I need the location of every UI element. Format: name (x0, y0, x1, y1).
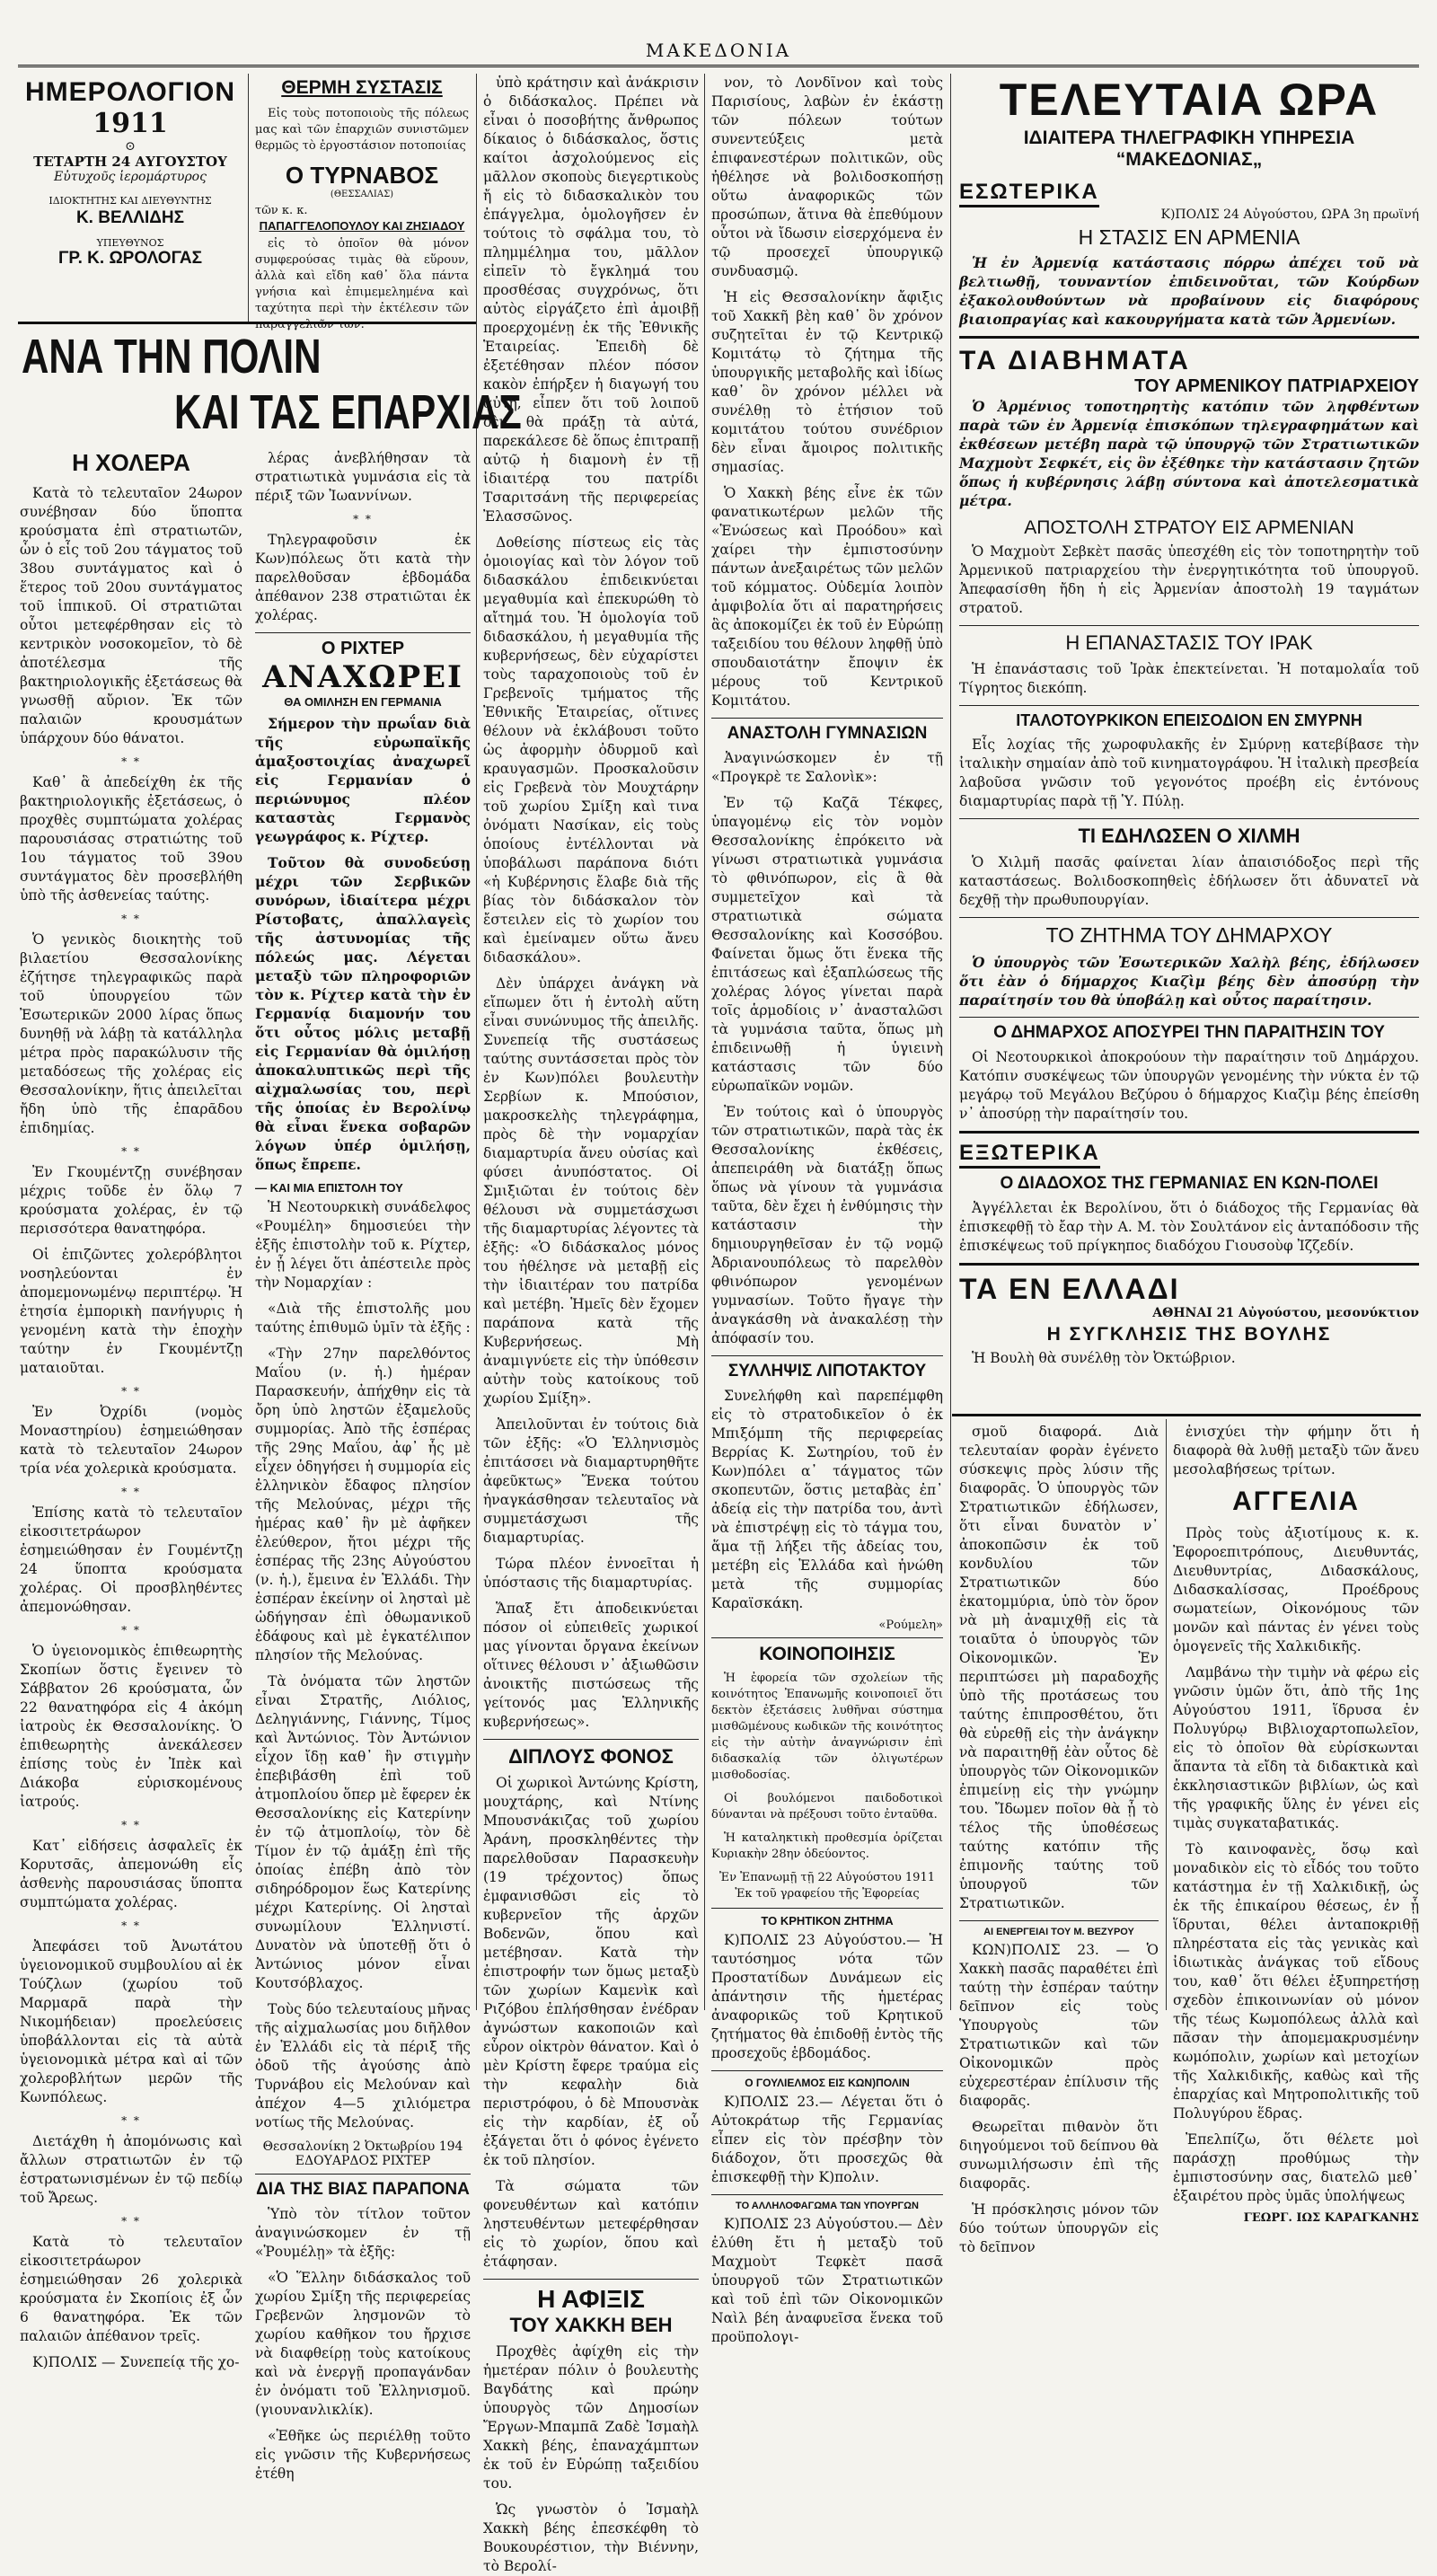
editor-name: ΓΡ. Κ. ΩΡΟΛΟΓΑΣ (57, 249, 203, 268)
masthead-rule (18, 65, 1419, 67)
paragraph: Ἡ ἐπανάστασις τοῦ Ἰρὰκ ἐπεκτείνεται. Ἡ ποταμολαΐα τοῦ Τίγρητος διεκόπη. (959, 661, 1419, 696)
paragraph: Δὲν ὑπάρχει ἀνάγκη νὰ εἴπωμεν ὅτι ἡ ἐντολὴ αὕτη εἶναι συνώνυμος τῆς ἀπειλῆς. Συνεπείᾳ τῆς συστάσεως ταύτης συντάσσεται πρὸς τὸν ἐν Κων)πόλει βουλευτὴν Σερβίων κ. Μπούσιον, μακροσκελὴς τηλεγράφημα, πρὸς δὲ τὴν νομαρχίαν διαμαρτυρία ἄνευ οὐσίας καὶ φύσει ἀνυπόστατος. Οἱ Σμιξιῶται ἐν τούτοις δὲν θέλουσι νὰ συμμετάσχωσι τῆς διαμαρτυρίας λέγοντες τὰ ἑξῆς: «Ὁ διδάσκαλος μόνος του ἠθέλησε νὰ μεταβῇ εἰς τὴν ἰδιαιτέραν του πατρίδα καὶ μετέβη. Ἡμεῖς δὲν ἔχομεν παράπονα κατὰ τῆς Κυβερνήσεως. Μὴ ἀναμιγνύετε εἰς τὴν ὑπόθεσιν αὐτὴν τοὺς κατοίκους τοῦ χωρίου Σμίξη». (483, 975, 699, 1407)
divider (248, 74, 249, 323)
school-heading: ΑΝΑΣΤΟΛΗ ΓΥΜΝΑΣΙΩΝ (727, 724, 928, 743)
greece-heading: ΤΑ ΕΝ ΕΛΛΑΔΙ (959, 1273, 1180, 1305)
telegraph-section (959, 74, 1419, 1417)
telegraph-title: ΤΕΛΕΥΤΑΙΑ ΩΡΑ (999, 75, 1380, 125)
cretan-heading: ΤΟ ΚΡΗΤΙΚΟΝ ΖΗΤΗΜΑ (761, 1914, 894, 1928)
paragraph: Τώρα πλέον ἐννοεῖται ἡ ὑπόστασις τῆς διαμαρτυρίας. (483, 1556, 699, 1591)
paragraph: Ὡς γνωστὸν ὁ Ἰσμαὴλ Χακκὴ βέης ἐπεσκέφθη τὸ Βουκουρέστιον, τὴν Βιέννην, τὸ Βερολί- (483, 2501, 699, 2574)
announce-signature: ΓΕΩΡΓ. ΙΩΣ ΚΑΡΑΓΚΑΝΗΣ (1243, 2211, 1419, 2225)
newspaper-name: ΜΑΚΕΔΟΝΙΑ (645, 40, 792, 61)
paragraph: Ὁ Ἀρμένιος τοποτηρητὴς κατόπιν τῶν ληφθέντων παρὰ τῶν ἐν Ἀρμενίᾳ ἐπισκόπων τηλεγραφημάτων καὶ ἐκθέσεων μετέβη παρὰ τῷ ὑπουργῷ τῶν Στρατιωτικῶν Μαχμοὺτ Σεφκέτ, εἰς ὃν ἐξέθηκε τὴν κατάστασιν ζητῶν ὅπως ἡ κυβέρνησις λάβῃ σύντονα καὶ ἀποτελεσματικὰ μέτρα. (959, 398, 1419, 509)
separator: * * (121, 2114, 141, 2127)
separator: * * (121, 1486, 141, 1498)
paragraph: Ὑπὸ τὸν τίτλον τοῦτον ἀναγινώσκομεν ἐν τῇ «Ῥουμέλῃ» τὰ ἑξῆς: (255, 2206, 471, 2260)
rule (711, 718, 943, 719)
paragraph: ΚΩΝ)ΠΟΛΙΣ 23. — Ὁ Χακκὴ πασᾶς παραθέτει ἐπὶ ταύτῃ τὴν ἑσπέραν ταύτην δεῖπνον εἰς τοὺς Ὑπουργοὺς τῶν Στρατιωτικῶν καὶ τῶν Οἰκονομικῶν πρὸς εὐχερεστέραν ἐπίλυσιν τῆς διαφορᾶς. (959, 1942, 1159, 2109)
ad-brand-sub: (ΘΕΣΣΑΛΙΑΣ) (330, 190, 394, 199)
rule (255, 632, 471, 633)
rule (483, 1739, 699, 1740)
column-2 (255, 449, 471, 2482)
telegraph-sub-2: “ΜΑΚΕΔΟΝΙΑΣ„ (1115, 149, 1263, 170)
arrest-heading: ΣΥΛΛΗΨΙΣ ΛΙΠΟΤΑΚΤΟΥ (727, 1362, 927, 1381)
rule (959, 1263, 1419, 1266)
rule (959, 625, 1419, 626)
notice-signature: Ἐκ τοῦ γραφείου τῆς Ἐφορείας (735, 1887, 920, 1901)
paragraph: Ἡ εἰς Θεσσαλονίκην ἄφιξις τοῦ Χακκῆ βὲη καθ᾽ ὃν χρόνον συζητεῖται ἐν τῷ Κεντρικῷ Κομιτάτῳ τὸ ζήτημα τῆς ὑπουργικῆς μεταβολῆς καὶ ἰδίως καθ᾽ ὃν χρόνον μέλλει νὰ συνέλθῃ τὸ ἐτήσιον τοῦ κομιτάτου τούτου συνέδριον δὲν εἶναι ἄμοιρος πολιτικῆς σημασίας. (711, 289, 943, 475)
paragraph: Ἐν Γκουμέντζῃ συνέβησαν μέχρις τοῦδε ἐν ὅλῳ 7 κρούσματα χολέρας, ἐν τῷ περισσότερα θανατηφόρα. (20, 1164, 242, 1237)
paragraph: Κ)ΠΟΛΙΣ — Συνεπείᾳ τῆς χο- (32, 2354, 240, 2370)
paragraph: Δοθείσης πίστεως εἰς τὰς ὁμοιογίας καὶ τὸν λόγον τοῦ διδασκάλου ἐπιδεικνύεται μεγαθυμία καὶ ἐπεκυρώθη τὸ αἴτημά του. Ἡ ὁμολογία τοῦ διδασκάλου, ἡ μεγαθυμία τῆς κυβερνήσεως, δὲν εὐχαρίστει τοὺς ταραχοποιοὺς τοῦ ἐν Γρεβενοῖς τμήματος τῆς Ἐθνικῆς Ἑταιρείας, οἵτινες θέλουν νὰ ἐκλάβουσι τοῦτο ὡς ἀφορμὴν ὀδυρμοῦ καὶ κραυγασμῶν. Προσκαλοῦσιν εἰς Γρεβενὰ τὸν Μουχτάρην τοῦ χωρίου Σμίξη καὶ τινα ὀνόματι Νασίκαν, εἰς τοὺς ὁποίους ἐντέλλονται νὰ ὑποβάλωσι παράπονα διότι «ἡ Κυβέρνησις ἔλαβε διὰ τῆς βίας τὸν διδάσκαλον τὸν ἔστειλεν εἰς τὸ χωρίον του καὶ ἐμείναμεν οὕτω ἄνευ διδασκάλου». (483, 534, 699, 966)
column-3 (483, 74, 699, 2574)
separator: * * (121, 1819, 141, 1831)
ad-box (255, 77, 469, 331)
calendar-saint: Εὐτυχοῦς ἱερομάρτυρος (54, 170, 207, 184)
paragraph: Εἷς λοχίας τῆς χωροφυλακῆς ἐν Σμύρνῃ κατεβίβασε τὴν ἰταλικὴν σημαίαν ἀπὸ τοῦ κινηματογράφου. Ἡ ἰταλικὴ πρεσβεία λαβοῦσα γνῶσιν τοῦ γεγονότος προέβη εἰς ἐντόνους διαμαρτυρίας παρὰ τῇ Ὑ. Πύλῃ. (959, 737, 1419, 809)
paragraph: Κατὰ τὸ τελευταῖον 24ωρον συνέβησαν δύο ὕποπτα κρούσματα ἐπὶ στρατιωτῶν, ὧν ὁ εἷς τοῦ 2ου τάγματος τοῦ 38ου συντάγματος καὶ ὁ ἕτερος τοῦ 20ου συντάγματος τοῦ ἱππικοῦ. Οἱ στρατιῶται οὗτοι μετεφέρθησαν εἰς τὸ κεντρικὸν νοσοκομεῖον, τὸ δὲ ἀποτέλεσμα τῆς βακτηριολογικῆς ἐξετάσεως θὰ γνωσθῇ αὔριον. Ἐκ τῶν παλαιῶν κρουσμάτων ὑπάρχουν δύο θάνατοι. (20, 485, 242, 746)
mayor2-heading: Ο ΔΗΜΑΡΧΟΣ ΑΠΟΣΥΡΕΙ ΤΗΝ ΠΑΡΑΙΤΗΣΙΝ ΤΟΥ (993, 1023, 1385, 1042)
paragraph: Ὁ Χακκὴ βέης εἶνε ἐκ τῶν φανατικωτέρων μελῶν τῆς «Ἑνώσεως καὶ Προόδου» καὶ χαίρει τὴν ἐμπιστοσύνην πάντων ἀνεξαιρέτως τῶν μελῶν τοῦ κόμματος. Οὐδεμία λοιπὸν ἀμφιβολία ὅτι αἱ παρατηρήσεις ἃς ἀποκομίζει ἐκ τοῦ ἐν Εὐρώπῃ ταξειδίου του θέλουν ληφθῇ ὑπὸ σπουδαιοτάτην ἔποψιν ἐκ μέρους τοῦ Κεντρικοῦ Κομιτάτου. (711, 485, 943, 709)
paragraph: Κ)ΠΟΛΙΣ 23 Αὐγούστου.— Δὲν ἐλύθη ἔτι ἡ μεταξὺ τοῦ Μαχμοὺτ Τεφκὲτ πασᾶ ὑπουργοῦ τῶν Στρατιωτικῶν καὶ τοῦ ἐπὶ τῶν Οἰκονομικῶν Ναὶλ βέη ἀναφυεῖσα ἕνεκα τοῦ προϋπολογι- (711, 2216, 943, 2345)
paragraph: Κ)ΠΟΛΙΣ 23.— Λέγεται ὅτι ὁ Αὐτοκράτωρ τῆς Γερμανίας εἶπεν εἰς τὸν πρέσβην τὸν διάδοχον, ὅτι προσεχῶς θὰ ἐπισκεφθῇ τὴν Κ)πολιν. (711, 2094, 943, 2185)
column-1 (20, 449, 242, 2370)
paragraph: Ἀπεφάσει τοῦ Ἀνωτάτου ὑγειονομικοῦ συμβουλίου αἱ ἐκ Τούζλων (χωρίου τοῦ Μαρμαρᾶ παρὰ τὴν Νικομήδειαν) προελεύσεις ὑποβάλλονται εἰς τὰ αὐτὰ ὑγειονομικὰ μέτρα καὶ αἱ τῶν χολεροβλήτων μερῶν τῆς Κωνπόλεως. (20, 1938, 242, 2105)
paragraph: Ἐπελπίζω, ὅτι θέλετε μοὶ παράσχῃ προθύμως τὴν ἐμπιστοσύνην σας, διατελῶ μεθ᾽ ἐξαιρέτου πρὸς ὑμᾶς ὑπολήψεως (1173, 2131, 1419, 2204)
paragraph: Ἀγγέλλεται ἐκ Βερολίνου, ὅτι ὁ διάδοχος τῆς Γερμανίας θὰ ἐπισκεφθῇ τὸ ἔαρ τὴν Α. Μ. τὸν Σουλτάνον εἰς ἀνταπόδοσιν τῆς ἐπισκέψεως τοῦ πρίγκηπος διαδόχου Γιουσοὺφ Ἰζζεδίν. (959, 1200, 1419, 1254)
calendar-date: ΤΕΤΑΡΤΗ 24 ΑΥΓΟΥΣΤΟΥ (33, 154, 227, 170)
separator: * * (121, 913, 141, 925)
paragraph: Κατ᾽ εἰδήσεις ἀσφαλεῖς ἐκ Κορυτσᾶς, ἀπεμονώθη εἷς ἀσθενὴς παρουσιάσας ὕποπτα συμπτώματα χολέρας. (20, 1838, 242, 1910)
paragraph: Τὸ καινοφανὲς, ὅσῳ καὶ μοναδικὸν εἰς τὸ εἶδός του τοῦτο κατάστημα ἐν τῇ Χαλκιδικῇ, ὡς ἐκ τῆς ἐπικαίρου θέσεως, ἐν ᾗ ἵδρυται, θέλει ἀνταποκριθῇ πληρέστατα εἰς τὰς γενικὰς καὶ ἰδιωτικὰς ἀνάγκας τοῦ εἴδους του, καθ᾽ ὅτι θέλει ἐξυπηρετήσῃ σχεδὸν ἐπικοινωνίαν οὐ μόνον τῆς τέως Κωμοπόλεως ἀλλὰ καὶ πᾶσαν τὴν ἀπομεμακρυσμένην κωμόπολιν, χωρίων καὶ μετοχίων τῆς Χαλκιδικῆς, καθὼς καὶ τῆς ἐπαρχίας καὶ Μητροπολιτικῆς τοῦ Πολυγύρου ἕδρας. (1173, 1841, 1419, 2122)
ad-brand: Ο ΤΥΡΝΑΒΟΣ (285, 162, 439, 189)
iraq-heading: Η ΕΠΑΝΑΣΤΑΣΙΣ ΤΟΥ ΙΡΑΚ (1065, 631, 1313, 654)
calendar-box (20, 77, 241, 320)
troops-heading: ΑΠΟΣΤΟΛΗ ΣΤΡΑΤΟΥ ΕΙΣ ΑΡΜΕΝΙΑΝ (1024, 517, 1354, 538)
arrival-subheading: ΤΟΥ ΧΑΚΚΗ ΒΕΗ (509, 2314, 673, 2336)
paragraph: Τὰ σώματα τῶν φονευθέντων καὶ κατόπιν ληστευθέντων μετεφέρθησαν εἰς τὸ χωρίον, ὅπου καὶ ἐτάφησαν. (483, 2178, 699, 2270)
rule (959, 917, 1419, 918)
telegraph-sub-1: ΙΔΙΑΙΤΕΡΑ ΤΗΛΕΓΡΑΦΙΚΗ ΥΠΗΡΕΣΙΑ (1023, 128, 1355, 148)
paragraph: Οἱ βουλόμενοι παιδοδοτικοὶ δύνανται νὰ πρέξουσι τοῦτο ἐνταῦθα. (711, 1792, 943, 1822)
rule (959, 336, 1419, 339)
divider (950, 74, 951, 2010)
editor-label: ΥΠΕΥΘΥΝΟΣ (96, 237, 164, 249)
paragraph: Ὁ Μαχμοὺτ Σεβκὲτ πασᾶς ὑπεσχέθη εἰς τὸν τοποτηρητὴν τοῦ Ἀρμενικοῦ πατριαρχείου τὴν ἐνεργητικότητα τοῦ ὑπουργοῦ. Ἀπεφασίσθη ἤδη ἡ εἰς Ἀρμενίαν ἀποστολὴ 19 ταγμάτων στρατοῦ. (959, 543, 1419, 616)
ornament: ⊙ (125, 139, 136, 154)
column-6-lower (1173, 1423, 1419, 2225)
column-5-lower (959, 1423, 1159, 2255)
city-title-2: ΚΑΙ ΤΑΣ ΕΠΑΡΧΙΑΣ (174, 385, 522, 439)
separator: * * (121, 2215, 141, 2228)
demands-subheading: ΤΟΥ ΑΡΜΕΝΙΚΟΥ ΠΑΤΡΙΑΡΧΕΙΟΥ (1134, 376, 1419, 396)
separator: * * (121, 1145, 141, 1158)
paragraph: νον, τὸ Λονδῖνον καὶ τοὺς Παρισίους, λαβὼν ἐν ἑκάστῃ τῶν πόλεων τούτων συνεντεύξεις μετὰ ἐπιφανεστέρων πολιτικῶν, οὓς ἠθέλησε νὰ βολιδοσκοπήσῃ οὕτω ἀναφορικῶς τῶν προσώπων, ἅτινα θὰ ἐπεθύμουν οὗτοι νὰ ἴδωσιν εἰσερχόμενα ἐν τῷ προσεχεῖ ὑπουργικῷ συνδυασμῷ. (711, 75, 943, 279)
notices-heading: ΚΟΙΝΟΠΟΙΗΣΙΣ (759, 1644, 895, 1664)
kaiser-heading: Ο ΓΟΥΛΙΕΛΜΟΣ ΕΙΣ ΚΩΝ)ΠΟΛΙΝ (745, 2077, 910, 2089)
paragraph: Ἡ ἐφορεία τῶν σχολείων τῆς κοινότητος Ἐπανωμῆς κοινοποιεῖ ὅτι δεκτὸν ἐξετάσεις λυθῆναι σύστημα μισθῶμένους κωδικῶν τῆς κοινότητος εἰς τὴν αὐτὴν ἀναγνώρισιν ἐπὶ διδασκαλίᾳ τῶν ὀλιγωτέρων μισθοδοσίας. (711, 1672, 943, 1782)
paragraph: Ὁ Χιλμῆ πασᾶς φαίνεται λίαν ἀπαισιόδοξος περὶ τῆς καταστάσεως. Βολιδοσκοπηθεὶς ἐδήλωσεν ὅτι ἀδυνατεῖ νὰ δεχθῇ τὴν πρωθυπουργίαν. (959, 854, 1419, 908)
city-title-1: ΑΝΑ ΤΗΝ ΠΟΛΙΝ (22, 330, 322, 384)
paragraph: Σήμερον τὴν πρωΐαν διὰ τῆς εὐρωπαϊκῆς ἁμαξοστοιχίας ἀναχωρεῖ εἰς Γερμανίαν ὁ περιώνυμος πλέον καταστὰς Γερμανὸς γεωγράφος κ. Ρίχτερ. (255, 715, 471, 845)
paragraph: Διετάχθη ἡ ἀπομόνωσις καὶ ἄλλων στρατιωτῶν ἐν τῷ ἐστρατωνισμένων ἐν τῷ πεδίῳ τοῦ Ἄρεως. (20, 2133, 242, 2206)
paragraph: Κατὰ τὸ τελευταῖον εἰκοσιτετράωρον ἐσημειώθησαν 26 χολερικὰ κρούσματα ἐν Σκοπίοις ἐξ ὧν 6 θανατηφόρα. Ἐκ τῶν παλαιῶν ἀπέθανον τρεῖς. (20, 2234, 242, 2344)
owner-label: ΙΔΙΟΚΤΗΤΗΣ ΚΑΙ ΔΙΕΥΘΥΝΤΗΣ (48, 195, 212, 207)
divider (704, 74, 705, 2010)
paragraph: Ἐν τούτοις καὶ ὁ ὑπουργὸς τῶν στρατιωτικῶν, παρὰ τὰς ἐκ Θεσσαλονίκης ἐκθέσεις, ἀπεπειράθη νὰ διατάξῃ ὅπως ὅπως νὰ γίνουν τὰ γυμνάσια ταῦτα, δὲν ἔχει ἡ ἐνθύμησις τὴν κατάστασιν τὴν δημιουργηθεῖσαν ἐν τῷ νομῷ Ἀδριανουπόλεως τὸ παρελθὸν φθινόπωρον γενομένων γυμνασίων. Τοῦτο ἤγαγε τὴν ἀναγκάσθη νὰ ἀνακαλέσῃ τὴν ἀπόφασίν του. (711, 1104, 943, 1346)
paragraph: Λαμβάνω τὴν τιμὴν νὰ φέρω εἰς γνῶσιν ὑμῶν ὅτι, ἀπὸ τῆς 1ης Αὐγούστου 1911, ἵδρυσα ἐν Πολυγύρῳ Βιβλιοχαρτοπωλεῖον, εἰς τὸ ὁποῖον θὰ εὑρίσκωνται ἅπαντα τὰ εἴδη τὰ διδακτικὰ καὶ ἐκκλησιαστικῶν βιβλίων, ὡς καὶ τῆς γραφικῆς ὕλης ἐν γένει εἰς τιμὰς συγκαταβατικάς. (1173, 1664, 1419, 1831)
paragraph: Τὰ ὀνόματα τῶν ληστῶν εἶναι Στρατῆς, Λιόλιος, Δεληγιάννης, Γιάννης, Τίμος καὶ Ἀντώνιος. Τὸν Ἀντώνιον εἶχον ἴδῃ καθ᾽ ἣν στιγμὴν ἐπεβιβάσθη ἐπὶ τοῦ ἀτμοπλοίου ὅπερ μὲ ἔφερεν ἐκ Θεσσαλονίκης εἰς Κατερίνην ἐν τῷ ἀτμοπλοίῳ, τὸν δὲ Τίμον ἐν τῷ ἁμάξῃ ἐπὶ τῆς ὁποίας ἐπέβη ἀπὸ τὸν σιδηρόδρομον ἕως Κατερίνης μέχρι Κατερίνης. Οἱ λησταὶ συνωμίλουν Ἑλληνιστί. Δυνατὸν νὰ ὑποτεθῇ ὅτι ὁ Ἀντώνιος μόνον εἶναι Κουτσόβλαχος. (255, 1673, 471, 1991)
rule (959, 1131, 1419, 1134)
paragraph: Ἐπίσης κατὰ τὸ τελευταῖον εἰκοσιτετράωρον ἐσημειώθησαν ἐν Γουμέντζῃ 24 ὕποπτα κρούσματα χολέρας. Οἱ προσβληθέντες ἀπεμονώθησαν. (20, 1504, 242, 1615)
vezir-heading: ΑΙ ΕΝΕΡΓΕΙΑΙ ΤΟΥ Μ. ΒΕΖΥΡΟΥ (983, 1927, 1134, 1937)
paragraph: ὑπὸ κράτησιν καὶ ἀνάκρισιν ὁ διδάσκαλος. Πρέπει νὰ εἶναι ὁ ποσοβήτης ἄνθρωπος δίκαιος ὁ διδάσκαλος, ὅστις καίτοι ἀσχολούμενος εἰς μᾶλλον σκοποὺς διεγερτικοὺς ἤ εἰς τὸ διδασκαλικὸν του ἐπάγγελμα, ὁμολογῆσεν ἐν τούτοις τὸ σφάλμα του, τὸ πλημμέλημα του, μᾶλλον εἰπεῖν τὸ ἔγκλημά του προσθέσας συγχρόνως, ὅτι αὐτὸς εἰργάζετο ἐπὶ ἀμοιβῇ προερχομένῃ ἐκ τῆς Ἐθνικῆς Ἑταιρείας. Ἐπειδὴ δὲ ἐξετέθησαν πλέον πόσον κακὸν ἐπήρξεν ἡ διαγωγή του αὐτή, εἶπεν ὅτι τοῦ λοιποῦ δὲν θὰ πράξῃ τὰ αὐτά, παρεκάλεσε δὲ ὅπως ἐπιτραπῇ αὐτῷ ἡ διαμονὴ ἐν τῇ ἰδιαιτέρᾳ του πατρίδι Τσαριτσάνη τῆς περιφερείας Ἐλασσῶνος. (483, 75, 699, 525)
rule (711, 1908, 943, 1909)
paragraph: ἐνισχύει τὴν φήμην ὅτι ἡ διαφορὰ θὰ λυθῇ μεταξὺ τῶν ἄνευ μεσολαβήσεως τρίτων. (1173, 1424, 1419, 1478)
smyrna-heading: ΙΤΑΛΟΤΟΥΡΚΙΚΟΝ ΕΠΕΙΣΟΔΙΟΝ ΕΝ ΣΜΥΡΝΗ (1016, 711, 1362, 729)
paragraph: Προχθὲς ἀφίχθη εἰς τὴν ἡμετέραν πόλιν ὁ βουλευτὴς Βαγδάτης καὶ πρώην ὑπουργὸς τῶν Δημοσίων Ἔργων-Μπαμπᾶ Ζαδὲ Ἰσμαὴλ Χακκὴ βέης, ἐπαναχάμπτων ἐκ τοῦ ἐν Εὐρώπῃ ταξειδίου του. (483, 2343, 699, 2492)
paragraph: σμοῦ διαφορά. Διὰ τελευταίαν φορὰν ἐγένετο σύσκεψις πρὸς λύσιν τῆς διαφορᾶς. Ὁ ὑπουργὸς τῶν Στρατιωτικῶν ἐδήλωσεν, ὅτι εἶναι δυνατὸν ν᾽ ἀποκοπῶσιν ἐκ τοῦ κονδυλίου τῶν Στρατιωτικῶν δύο ἑκατομμύρια, ὑπὸ τὸν ὅρον νὰ μὴ ἀναμιχθῇ εἰς τὰ τοιαῦτα ὁ ὑπουργὸς τῶν Οἰκονομικῶν. Ἐν περιπτώσει μὴ παραδοχῆς ὑπὸ τῆς προτάσεως του ταύτης ἐπιπροσθέτου, ὅτι θὰ εὑρεθῇ εἰς τὴν ἀνάγκην νὰ παραιτηθῇ ἐὰν οὗτος δὲ ὑπουργὸς τῶν Οἰκονομικῶν ἐπιμείνῃ εἰς τὴν γνώμην του. Ἴδωμεν ποῖον θὰ ᾖ τὸ τέλος τῆς ὑποθέσεως ταύτης κατόπιν τῆς ἐπιμονῆς ταύτης τοῦ ὑπουργοῦ τῶν Στρατιωτικῶν. (959, 1424, 1159, 1911)
paragraph: «Ἐθῆκε ὡς περιέλθῃ τοῦτο εἰς γνῶσιν τῆς Κυβερνήσεως ἐτέθη (255, 2428, 471, 2482)
paragraph: Ὁ ὑγειονομικὸς ἐπιθεωρητὴς Σκοπίων ὅστις ἔγεινεν τὸ Σάββατον 26 κρούσματα, ὧν 22 θανατηφόρα εἰς 4 ἀκόμη ἰατροὺς ἐκ Θεσσαλονίκης. Ὁ ἐπιθεωρητὴς ἀνεκάλεσεν ἐπίσης τοὺς ἐν Ἰπὲκ καὶ Διάκοβα εὑρισκομένους ἰατρούς. (20, 1643, 242, 1810)
letter-heading: — ΚΑΙ ΜΙΑ ΕΠΙΣΤΟΛΗ ΤΟΥ (255, 1181, 403, 1195)
ad-firm: ΠΑΠΑΓΓΕΛΟΠΟΥΛΟΥ ΚΑΙ ΖΗΣΙΑΔΟΥ (259, 219, 465, 233)
mayor-heading: ΤΟ ΖΗΤΗΜΑ ΤΟΥ ΔΗΜΑΡΧΟΥ (1045, 923, 1333, 947)
paragraph: λέρας ἀνεβλήθησαν τὰ στρατιωτικὰ γυμνάσια εἰς τὰ πέριξ τῶν Ἰωαννίνων. (255, 450, 471, 504)
murder-heading: ΔΙΠΛΟΥΣ ΦΟΝΟΣ (508, 1745, 674, 1768)
owner-name: Κ. ΒΕΛΛΙΔΗΣ (75, 208, 185, 227)
paragraph: Ἡ Βουλὴ θὰ συνέλθῃ τὸν Ὀκτώβριον. (972, 1350, 1236, 1366)
paragraph: Ἅπαξ ἔτι ἀποδεικνύεται πόσον οἱ εὐπειθεῖς χωρικοί μας γίνονται ὄργανα ἐκείνων οἵτινες θέλουσι ν᾽ ἀξιωθῶσιν ἀνοικτῆς πιστώσεως τῆς γείτονός μας Ἑλληνικῆς κυβερνήσεως». (483, 1601, 699, 1730)
paragraph: Καθ᾽ ἃ ἀπεδείχθη ἐκ τῆς βακτηριολογικῆς ἐξετάσεως, ὁ προχθὲς συμπτώματα χολέρας παρουσιάσας στρατιώτης τοῦ 1ου τάγματος τοῦ 39ου συντάγματος δὲν προσεβλήθη ὑπὸ τῆς ἀσθενείας ταύτης. (20, 774, 242, 904)
ad-text: Εἰς τοὺς ποτοποιοὺς τῆς πόλεως μας καὶ τῶν ἐπαρχιῶν συνιστῶμεν θερμῶς τὸ ἐργοστάσιον ποτοποιίας (255, 107, 469, 153)
paragraph: Τοῦτον θὰ συνοδεύσῃ μέχρι τῶν Σερβικῶν συνόρων, ἰδιαίτερα μέχρι Ρίστοβατς, ἀπαλλαγεὶς τῆς ἀστυνομίας τῆς πόλεώς μας. Λέγεται μεταξὺ τῶν πληροφοριῶν τὸν κ. Ρίχτερ κατὰ τὴν ἐν Γερμανίᾳ διαμονήν του ὅτι οὗτος μόλις μεταβῇ εἰς Γερμανίαν θὰ ὁμιλήσῃ ἀποκαλυπτικῶς περὶ τῆς αἰχμαλωσίας του, περὶ τῆς ὁποίας ἐν Βερολίνῳ θὰ εἶναι ἕνεκα σοβαρῶν λόγων ὑπέρ ὁμιλήσῃ, ὅπως ἔπρεπε. (255, 854, 471, 1173)
letter-signature: ΕΔΟΥΑΡΔΟΣ ΡΙΧΤΕΡ (295, 2154, 431, 2168)
separator: * * (121, 1385, 141, 1398)
rule (483, 2279, 699, 2280)
richter-heading: ΑΝΑΧΩΡΕΙ (262, 659, 463, 695)
hilmi-heading: ΤΙ ΕΔΗΛΩΣΕΝ Ο ΧΙΛΜΗ (1078, 825, 1300, 847)
paragraph: Συνελήφθη καὶ παρεπέμφθη εἰς τὸ στρατοδικεῖον ὁ ἐκ Μπιξόμπη τῆς περιφερείας Βερρίας Κ. Σωτηρίου, τοῦ ἐν Κων)πόλει α᾽ τάγματος τῶν σκοπευτῶν, ὅστις μεταβὰς ἐπ᾽ ἀδείᾳ εἰς τὴν πατρίδα του, ἀντὶ νὰ ἐπιστρέψῃ εἰς τὸ τάγμα του, ἅμα τῇ λήξει τῆς ἀδείας του, μετέβη εἰς Ἑλλάδα καὶ ἡνώθη μετὰ τῆς συμμορίας Καραϊσκάκη. (711, 1388, 943, 1611)
paragraph: Ἡ καταληκτικὴ προθεσμία ὁρίζεται Κυριακὴν 28ην ὁδεύοντος. (711, 1831, 943, 1861)
paragraph: Τηλεγραφοῦσιν ἐκ Κων)πόλεως ὅτι κατὰ τὴν παρελθοῦσαν ἑβδομάδα ἀπέθανον 238 στρατιῶται ἐκ χολέρας. (255, 532, 471, 623)
column-4 (711, 74, 943, 2345)
paragraph: Θεωρεῖται πιθανὸν ὅτι διηγούμενοι τοῦ δείπνου θὰ συνωμιλήσωσιν ἐπὶ τῆς διαφορᾶς. (959, 2119, 1159, 2192)
cholera-heading: Η ΧΟΛΕΡΑ (72, 449, 190, 476)
ad-of: τῶν κ. κ. (255, 204, 308, 217)
swap-heading: ΤΟ ΑΛΛΗΛΟΦΑΓΩΜΑ ΤΩΝ ΥΠΟΥΡΓΩΝ (736, 2201, 919, 2211)
rule (959, 705, 1419, 706)
separator: * * (121, 1919, 141, 1932)
telegraph-dateline: Κ)ΠΟΛΙΣ 24 Αὐγούστου, ΩΡΑ 3η πρωϊνή (1160, 207, 1419, 222)
rule (711, 1355, 943, 1356)
paragraph: Ὁ γενικὸς διοικητὴς τοῦ βιλαετίου Θεσσαλονίκης ἐζήτησε τηλεγραφικῶς παρὰ τοῦ ὑπουργείου τῶν Ἐσωτερικῶν 2000 λίρας ὅπως δυνηθῇ νὰ λάβῃ τὰ κατάλληλα μέτρα πρὸς παρακώλυσιν τῆς μεταδόσεως τῆς χολέρας εἰς Θεσσαλονίκην, ἥτις ἀπειλεῖται ἤδη ὑπὸ τῆς ἐπαρᾶδου ἐπιδημίας. (20, 931, 242, 1136)
separator: * * (353, 513, 373, 525)
letter-dateline: Θεσσαλονίκη 2 Ὀκτωβρίου 194 (262, 2139, 463, 2154)
city-headline (22, 329, 522, 440)
divider (1166, 1419, 1167, 2010)
paragraph: «Τὴν 27ην παρελθόντος Μαΐου (ν. ἡ.) ἡμέραν Παρασκευήν, ἀπήχθην εἰς τὰ ὄρη ὑπὸ ληστῶν ἐξαμελοῦς συμμορίας. Ἀπὸ τῆς ἑσπέρας τῆς 29ης Μαΐου, ἀφ᾽ ἧς μὲ εἶχεν ὁδηγήσει ἡ συμμορία εἰς ἑλληνικὸν ἔδαφος πλησίον τῆς Μελούνας, μέχρι τῆς ἡμέρας καθ᾽ ἣν μὲ ἀφῆκεν ἐλεύθερον, ἤτοι μέχρι τῆς ἑσπέρας τῆς 23ης Αὐγούστου (ν. ἡ.), ἔμεινα ἐν Ἑλλάδι. Τὴν ἑσπέραν ἐκείνην οἱ λησταὶ μὲ ὡδήγησαν ἐπὶ ὀθωμανικοῦ ἐδάφους καὶ μὲ ἐγκατέλιπον πλησίον τῆς Μελούνας. (255, 1345, 471, 1663)
calendar-title: ΗΜΕΡΟΛΟΓΙΟΝ (24, 77, 236, 107)
paragraph: Ἡ Νεοτουρκικὴ συνάδελφος «Ρουμέλη» δημοσιεύει τὴν ἑξῆς ἐπιστολὴν τοῦ κ. Ρίχτερ, ἐν ᾗ λέγει ὅτι ἀπέστειλε πρὸς τὴν Νομαρχίαν : (255, 1199, 471, 1291)
paragraph: Κ)ΠΟΛΙΣ 23 Αὐγούστου.— Ἡ ταυτόσημος νότα τῶν Προστατίδων Δυνάμεων εἰς ἀπάντησιν τῆς ἡμετέρας ἀναφορικῶς τοῦ Κρητικοῦ ζητήματος θὰ ἐπιδοθῇ ἐντὸς τῆς προσεχοῦς ἑβδομάδος. (711, 1932, 943, 2061)
richter-pre: Ο ΡΙΧΤΕΡ (321, 639, 405, 658)
rule (711, 2070, 943, 2071)
rule (711, 1637, 943, 1638)
armenia-heading: Η ΣΤΑΣΙΣ ΕΝ ΑΡΜΕΝΙΑ (1078, 225, 1300, 249)
greece-dateline: ΑΘΗΝΑΙ 21 Αὐγούστου, μεσονύκτιον (1152, 1306, 1419, 1320)
paragraph: Ἐν Ὀχρίδι (νομὸς Μοναστηρίου) ἐσημειώθησαν κατὰ τὸ τελευταῖον 24ωρον τρία νέα χολερικὰ κρούσματα. (20, 1404, 242, 1477)
ad-title: ΘΕΡΜΗ ΣΥΣΤΑΣΙΣ (281, 77, 443, 98)
rule (18, 322, 476, 324)
paragraph: Πρὸς τοὺς ἀξιοτίμους κ. κ. Ἐφοροεπιτρόπους, Διευθυντάς, Διευθυντρίας, Διδασκάλους, Διδασκαλίσσας, Προέδρους σωματείων, Οἰκονόμους τῶν μονῶν καὶ πάντας ἐν γένει τοὺς ὁμογενεῖς τῆς Χαλκιδικῆς. (1173, 1525, 1419, 1654)
source: «Ρούμελη» (878, 1619, 943, 1632)
rule (711, 2194, 943, 2195)
paragraph: Οἱ ἐπιζῶντες χολερόβλητοι νοσηλεύονται ἐν ἀπομεμονωμένῳ περιπτέρῳ. Ἡ ἐτησία ἐμπορικὴ πανήγυρις ἡ γενομένη κατὰ τὴν ἐποχὴν ταύτην ἐν Γκουμέντζῃ ματαιοῦται. (20, 1247, 242, 1376)
rule (255, 2174, 471, 2175)
paragraph: Ἐν τῷ Καζᾶ Τέκφες, ὑπαγομένῳ εἰς τὸν νομὸν Θεσσαλονίκης ἐπρόκειτο νὰ γίνωσι στρατιωτικὰ γυμνάσια τὸ φθινόπωρον, εἰς ἃ θὰ συμμετεῖχον καὶ τὰ στρατιωτικὰ σώματα Θεσσαλονίκης καὶ Κοσσόβου. Φαίνεται ὅμως ὅτι ἕνεκα τῆς ἐπιτάσεως καὶ ἐξαπλώσεως τῆς χολέρας λόγος γίνεται παρὰ τοῖς ἁρμοδίοις ν᾽ ἀνασταλῶσι τὰ γυμνάσια ταῦτα, ὅπως μὴ ἐπιδεινωθῇ ἡ ὑγιεινὴ κατάστασις τῶν δύο εὐρωπαϊκῶν νομῶν. (711, 795, 943, 1094)
paragraph: Ὁ ὑπουργὸς τῶν Ἐσωτερικῶν Χαλὴλ βέης, ἐδήλωσεν ὅτι ἐὰν ὁ δήμαρχος Κιαζὶμ βέης δὲν ἀποσύρῃ τὴν παραίτησίν του θὰ ὑποβάλῃ καὶ οὗτος παραίτησιν. (959, 954, 1419, 1009)
internal-heading: ΕΣΩΤΕΡΙΚΑ (959, 180, 1099, 207)
paragraph: «Ὁ Ἕλλην διδάσκαλος τοῦ χωρίου Σμίξη τῆς περιφερείας Γρεβενῶν λησμονῶν τὸ χωρίου καθῆκον του ἤρχισε νὰ διαφθείρῃ τοὺς κατοίκους καὶ νὰ ἐνεργῇ προπαγάνδαν ἐν ὀνόματι τοῦ Ἑλληνισμοῦ. (γιουνανλικλίκ). (255, 2270, 471, 2418)
rule (959, 1920, 1159, 1921)
paragraph: Ἀναγινώσκομεν ἐν τῇ «Προγκρὲ τε Σαλονὶκ»: (711, 750, 943, 785)
masthead (0, 0, 1437, 63)
calendar-year: 1911 (93, 108, 168, 139)
heir-heading: Ο ΔΙΑΔΟΧΟΣ ΤΗΣ ΓΕΡΜΑΝΙΑΣ ΕΝ ΚΩΝ-ΠΟΛΕΙ (1000, 1174, 1379, 1193)
parliament-heading: Η ΣΥΓΚΛΗΣΙΣ ΤΗΣ ΒΟΥΛΗΣ (1046, 1324, 1332, 1345)
paragraph: Ἡ ἐν Ἀρμενίᾳ κατάστασις πόρρω ἀπέχει τοῦ νὰ βελτιωθῇ, τουναντίον ἐπιδεινοῦται, τῶν Κούρδων ἐξακολουθούντων νὰ προβαίνουν εἰς διαφόρους βιαιοπραγίας καὶ κακουργήματα κατὰ τῶν Ἀρμενίων. (959, 254, 1419, 328)
divider (476, 74, 477, 2010)
arrival-heading: Η ΑΦΙΞΙΣ (537, 2285, 645, 2313)
separator: * * (121, 1624, 141, 1636)
ad-text: εἰς τὸ ὁποῖον θὰ μόνον συμφερούσας τιμὰς θὰ εὕρουν, ἀλλὰ καὶ εἴδη καθ᾽ ὅλα πάντα γνήσια καὶ ἐπιμεμελημένα καὶ ταχύτητα περὶ τὴν ἐκτέλεσιν τῶν παραγγελιῶν των. (255, 237, 469, 331)
external-heading: ΕΞΩΤΕΡΙΚΑ (959, 1141, 1100, 1169)
paragraph: «Διὰ τῆς ἐπιστολῆς μου ταύτης ἐπιθυμῶ ὑμῖν τὰ ἑξῆς : (255, 1301, 471, 1336)
paragraph: Οἱ Νεοτουρκικοὶ ἀποκρούουν τὴν παραίτησιν τοῦ Δημάρχου. Κατόπιν συσκέψεως τῶν ὑπουργῶν γενομένης τὴν νύκτα ἐν τῷ μεγάρῳ τοῦ Μεγάλου Βεζύρου ὁ δήμαρχος Κιαζὶμ βέης ἐπείσθη ν᾽ ἀποσύρῃ τὴν παραίτησίν του. (959, 1049, 1419, 1122)
paragraph: Ἡ πρόσκλησις μόνον τῶν δύο τούτων ὑπουργῶν εἰς τὸ δεῖπνον (959, 2201, 1159, 2255)
notice-date: Ἐν Ἐπανωμῇ τῇ 22 Αὐγούστου 1911 (719, 1871, 935, 1884)
rule (952, 1414, 1421, 1416)
separator: * * (121, 755, 141, 768)
announce-heading: ΑΓΓΕΛΙΑ (1232, 1486, 1360, 1516)
richter-subheading: ΘΑ ΟΜΙΛΗΣΗ ΕΝ ΓΕΡΜΑΝΙΑ (284, 695, 442, 709)
rule (959, 1017, 1419, 1018)
demands-heading: ΤΑ ΔΙΑΒΗΜΑΤΑ (959, 346, 1191, 375)
paragraph: Ἀπειλοῦνται ἐν τούτοις διὰ τῶν ἑξῆς: «Ὁ Ἑλληνισμὸς ἐπιτάσσει νὰ διαμαρτυρηθῆτε ἀφεῦκτως» Ἕνεκα τούτου ἠναγκάσθησαν τελευταῖος νὰ συμμετάσχωσι τῆς διαμαρτυρίας. (483, 1416, 699, 1546)
paragraph: Οἱ χωρικοὶ Ἀντώνης Κρίστη, μουχτάρης, καὶ Ντίνης Μπουσνάκιζας τοῦ χωρίου Ἀράνη, προσκληθέντες τὴν παρελθοῦσαν Παρασκευὴν (19 τρέχοντος) ὅπως ἐμφανισθῶσι εἰς τὸ κυβερνεῖον τῆς ἀρχῶν Βοδενῶν, ὅπου καὶ μετέβησαν. Κατὰ τὴν ἐπιστροφήν των ὅμως μεταξὺ τῶν χωρίων Καμενὶκ καὶ Ριζόβου ἐπλήσθησαν ἐνέδραν ἀγνώστων κακοποιῶν καὶ εὗρον οἰκτρὸν θάνατον. Καὶ ὁ μὲν Κρίστη ἔφερε τραύμα εἰς τὴν κεφαλὴν διὰ περιστρόφου, ὁ δὲ Μπουσνὰκ εἰς τὴν καρδίαν, ἐξ οὗ ἐξάγεται ὅτι ὁ φόνος ἐγένετο ἐκ τοῦ πλησίον. (483, 1775, 699, 2168)
paragraph: Τοὺς δύο τελευταίους μῆνας τῆς αἰχμαλωσίας μου διῆλθον ἐν Ἑλλάδι εἰς τὰ πέριξ τῆς ὁδοῦ τῆς ἀγούσης ἀπὸ Τυρνάβου εἰς Μελούναν καὶ ἀπέχον 4—5 χιλιόμετρα νοτίως τῆς Μελούνας. (255, 2001, 471, 2130)
rule (959, 818, 1419, 819)
pressure-heading: ΔΙΑ ΤΗΣ ΒΙΑΣ ΠΑΡΑΠΟΝΑ (256, 2180, 470, 2199)
